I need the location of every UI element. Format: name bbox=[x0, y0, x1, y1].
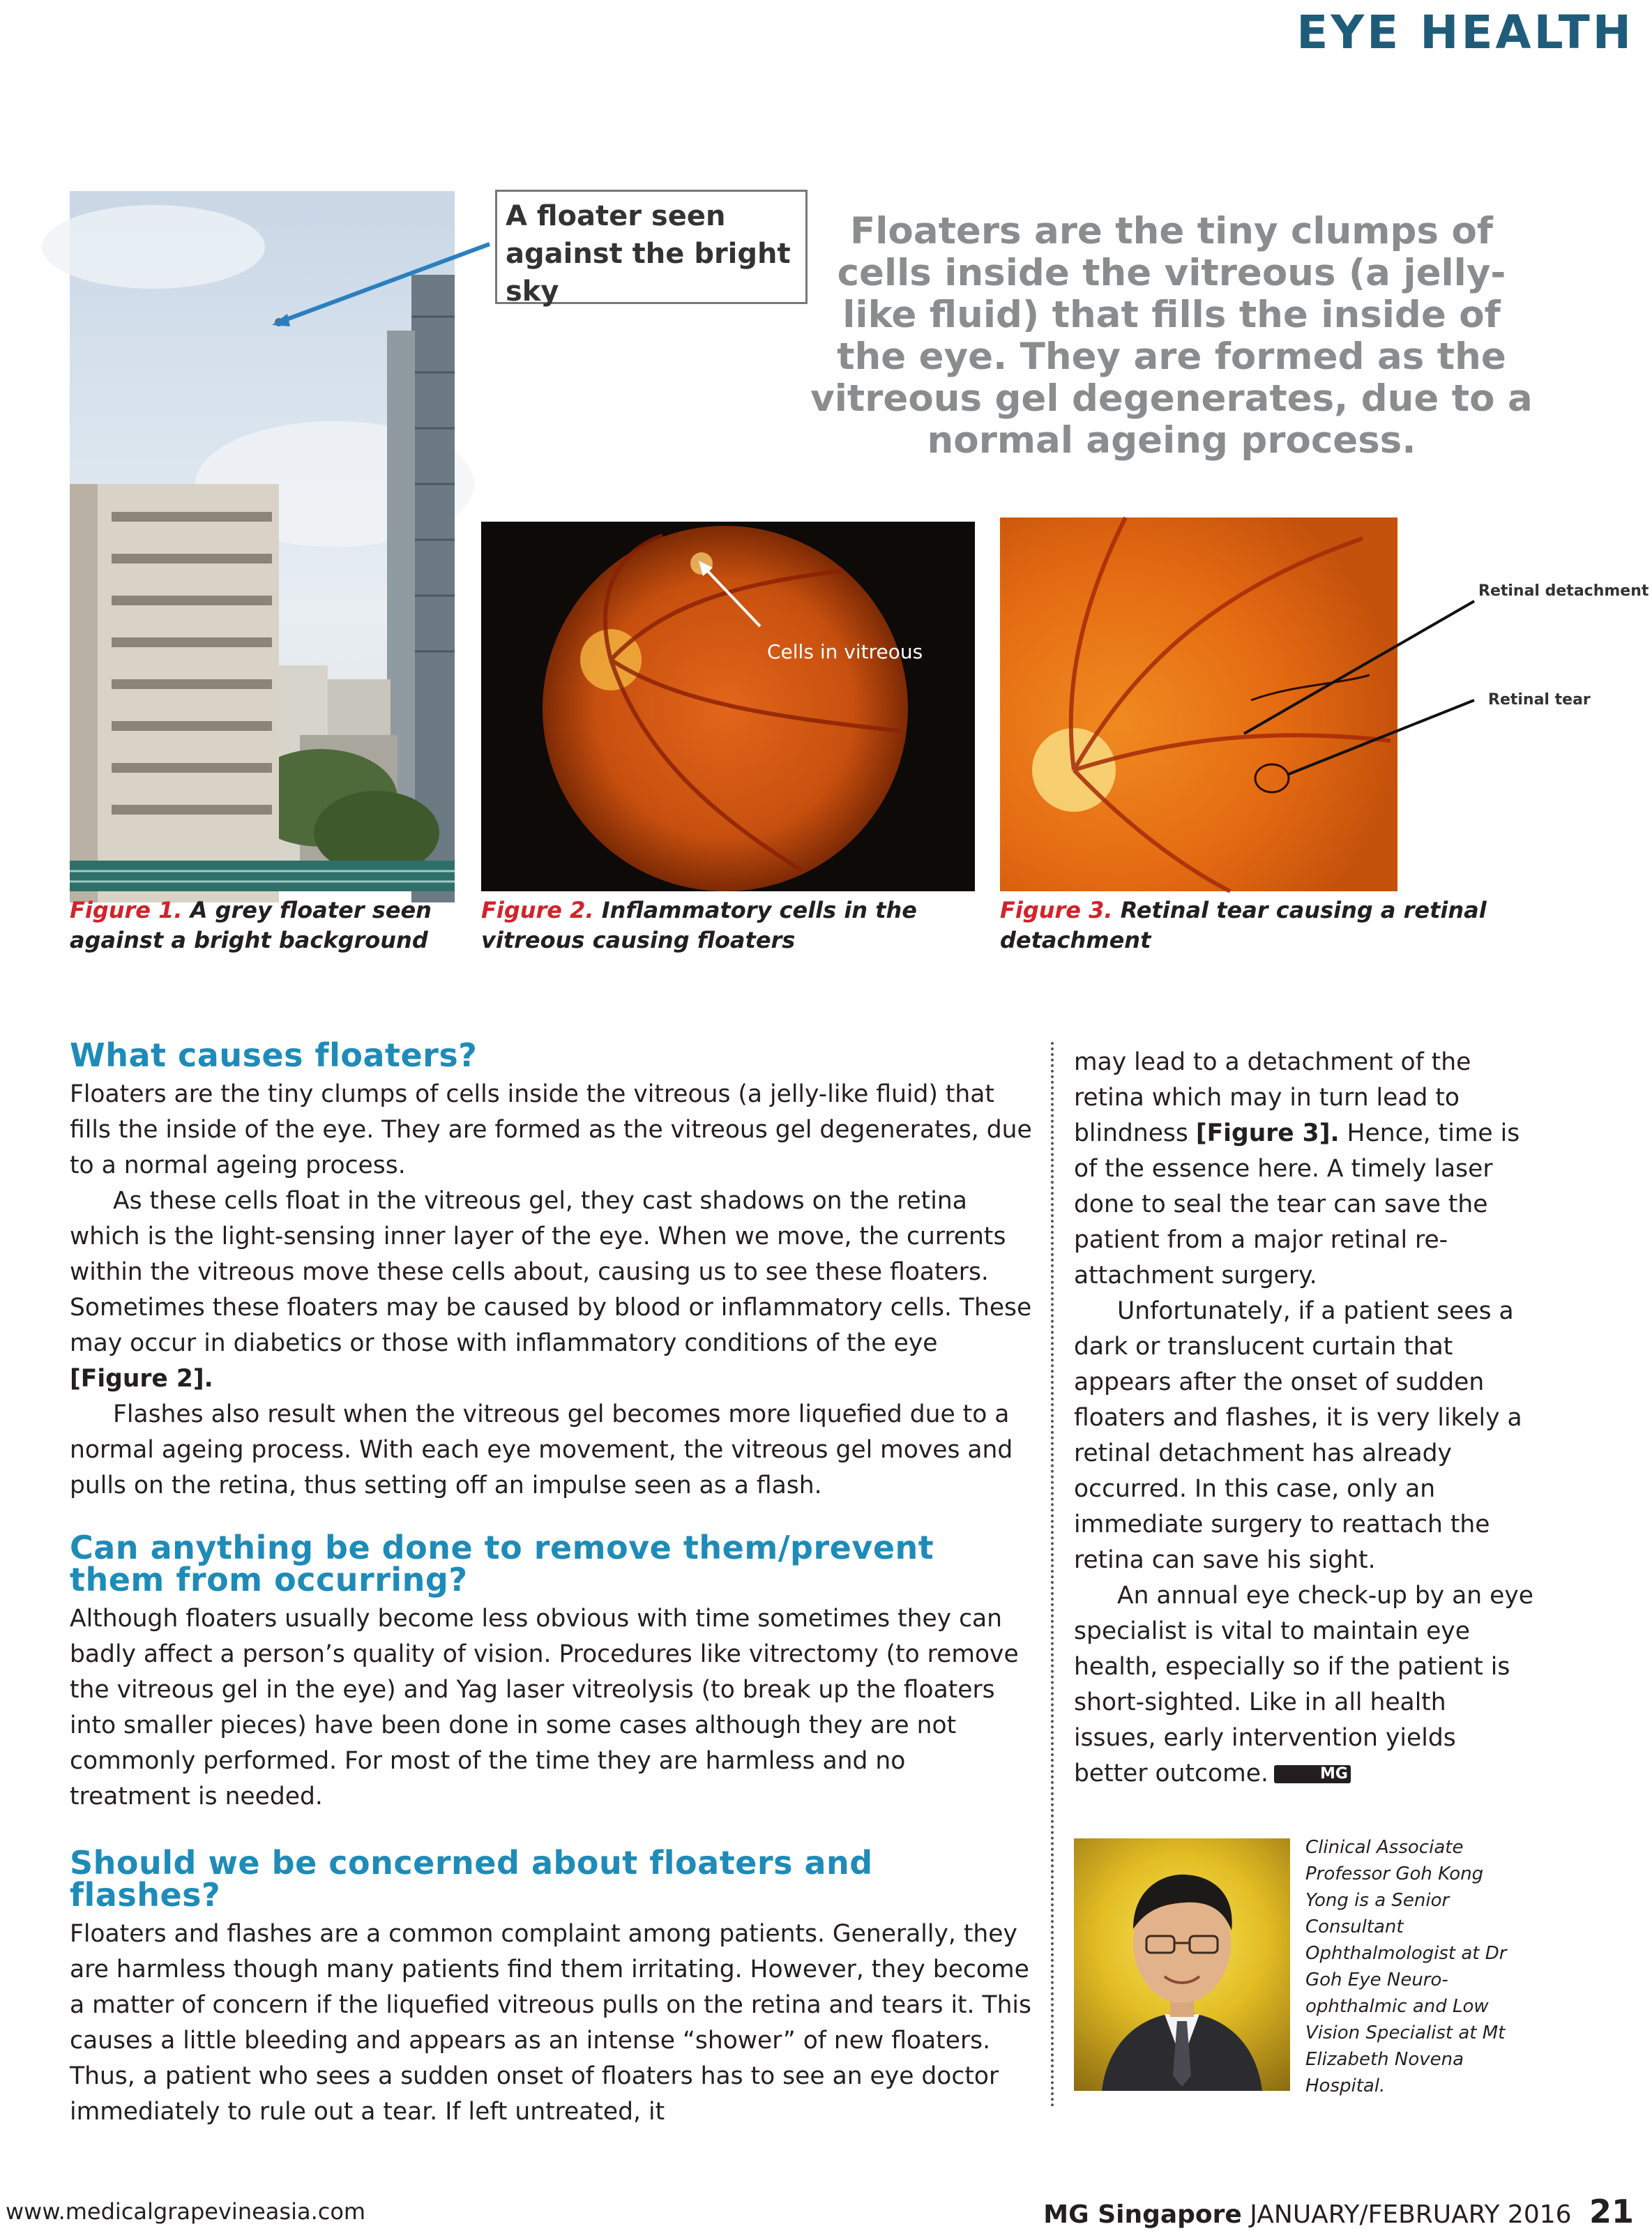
fundus-illustration bbox=[481, 522, 975, 891]
heading-concerned-floaters-flashes: Should we be concerned about floaters and flashes? bbox=[70, 1844, 873, 1914]
figure-3-caption-text: Retinal tear causing a retinal detachment bbox=[1000, 897, 1487, 953]
paragraph bbox=[70, 1184, 1032, 1397]
article-column-right bbox=[1074, 1045, 1534, 1792]
paragraph-text: An annual eye check-up by an eye specialist is vital to maintain eye health, especially so if the patient is short-sighted. Like in all health issues, early intervention yields better outcome. bbox=[1074, 1582, 1534, 1787]
figure-3-reference: [Figure 3]. bbox=[1195, 1119, 1340, 1147]
figure-2-caption-text: Inflammatory cells in the vitreous causing floaters bbox=[481, 897, 917, 953]
figure-1-photo bbox=[70, 191, 455, 891]
article-column-left bbox=[70, 1036, 1032, 2130]
figure-2-fundus-image bbox=[481, 522, 975, 891]
paragraph-text: may lead to a detachment of the retina which may in turn lead to blindness bbox=[1074, 1048, 1471, 1147]
author-portrait-illustration bbox=[1074, 1838, 1290, 2091]
mg-end-mark: MG bbox=[1274, 1765, 1351, 1783]
building-skyline-illustration bbox=[70, 191, 455, 891]
paragraph: Floaters are the tiny clumps of cells inside the vitreous (a jelly-like fluid) that fills the inside of the eye. They are formed as the vitreous gel degenerates, due to a normal ageing process. bbox=[70, 1080, 1032, 1179]
figure-3-caption bbox=[1000, 895, 1488, 955]
author-photo bbox=[1074, 1838, 1290, 2091]
heading-remove-floaters: Can anything be done to remove them/prevent them from occurring? bbox=[70, 1529, 934, 1598]
pull-quote: Floaters are the tiny clumps of cells inside the vitreous (a jelly-like fluid) that fills the inside of the eye. They are formed as the vitreous gel degenerates, due to a normal ageing process. bbox=[810, 210, 1533, 462]
figure-1-callout: A floater seen against the bright sky bbox=[495, 190, 808, 304]
paragraph-text: As these cells float in the vitreous gel, they cast shadows on the retina which is the light-sensing inner layer of the eye. When we move, the currents within the vitreous move these cells about, causing us to see these floaters. Sometimes these floaters may be caused by blood or inflammatory cells. These may occur in diabetics or those with inflammatory conditions of the eye bbox=[70, 1187, 1032, 1357]
figure-3-label-detachment: Retinal detachment bbox=[1478, 582, 1649, 600]
footer-issue: JANUARY/FEBRUARY 2016 bbox=[1250, 2200, 1572, 2229]
figure-2-caption bbox=[481, 895, 969, 955]
figure-2-caption-number: Figure 2. bbox=[481, 897, 594, 923]
figure-1-caption-number: Figure 1. bbox=[70, 897, 183, 923]
paragraph: Unfortunately, if a patient sees a dark or translucent curtain that appears after the onset of sudden floaters and flashes, it is very likely a retinal detachment has already occurred. In this case, only an immediate surgery to reattach the retina can save his sight. bbox=[1074, 1297, 1522, 1574]
paragraph: Floaters and flashes are a common complaint among patients. Generally, they are harmless though many patients find them irritating. However, they become a matter of concern if the liquefied vitreous pulls on the retina and tears it. This causes a little bleeding and appears as an intense “shower” of new floaters. Thus, a patient who sees a sudden onset of floaters has to see an eye doctor immediately to rule out a tear. If left untreated, it bbox=[70, 1920, 1031, 2126]
retina-illustration bbox=[1000, 517, 1649, 891]
figure-2-reference: [Figure 2]. bbox=[70, 1365, 213, 1393]
figure-3-fundus-image bbox=[1000, 517, 1649, 891]
paragraph-text: Hence, time is of the essence here. A timely laser done to seal the tear can save the patient from a major retinal re-attachment surgery. bbox=[1074, 1119, 1520, 1290]
page-number: 21 bbox=[1589, 2193, 1634, 2230]
paragraph: Although floaters usually become less obvious with time sometimes they can badly affect a person’s quality of vision. Procedures like vitrectomy (to remove the vitreous gel in the eye) and Yag laser vitreolysis (to break up the floaters into smaller pieces) have been done in some cases although they are not commonly performed. For most of the time they are harmless and no treatment is needed. bbox=[70, 1605, 1019, 1810]
footer-publication-info bbox=[1043, 2193, 1634, 2230]
figure-3-label-tear: Retinal tear bbox=[1488, 691, 1591, 709]
paragraph bbox=[1074, 1578, 1534, 1792]
footer-url[interactable]: www.medicalgrapevineasia.com bbox=[6, 2198, 366, 2225]
author-bio: Clinical Associate Professor Goh Kong Yong is a Senior Consultant Ophthalmologist at Dr Goh Eye Neuro-ophthalmic and Low Vision Specialist at Mt Elizabeth Novena Hospital. bbox=[1305, 1837, 1507, 2096]
figure-2-label: Cells in vitreous bbox=[767, 640, 923, 663]
paragraph: Flashes also result when the vitreous gel becomes more liquefied due to a normal ageing process. With each eye movement, the vitreous gel moves and pulls on the retina, thus setting off an impulse seen as a flash. bbox=[70, 1400, 1013, 1499]
figure-1-caption-text: A grey floater seen against a bright background bbox=[70, 897, 432, 953]
section-label: EYE HEALTH bbox=[1296, 6, 1634, 59]
figure-3-caption-number: Figure 3. bbox=[1000, 897, 1113, 923]
figure-1-caption bbox=[70, 895, 460, 955]
footer-publication: MG Singapore bbox=[1043, 2200, 1242, 2229]
heading-what-causes-floaters: What causes floaters? bbox=[70, 1036, 478, 1074]
column-divider bbox=[1051, 1042, 1054, 2108]
paragraph bbox=[1074, 1045, 1534, 1294]
